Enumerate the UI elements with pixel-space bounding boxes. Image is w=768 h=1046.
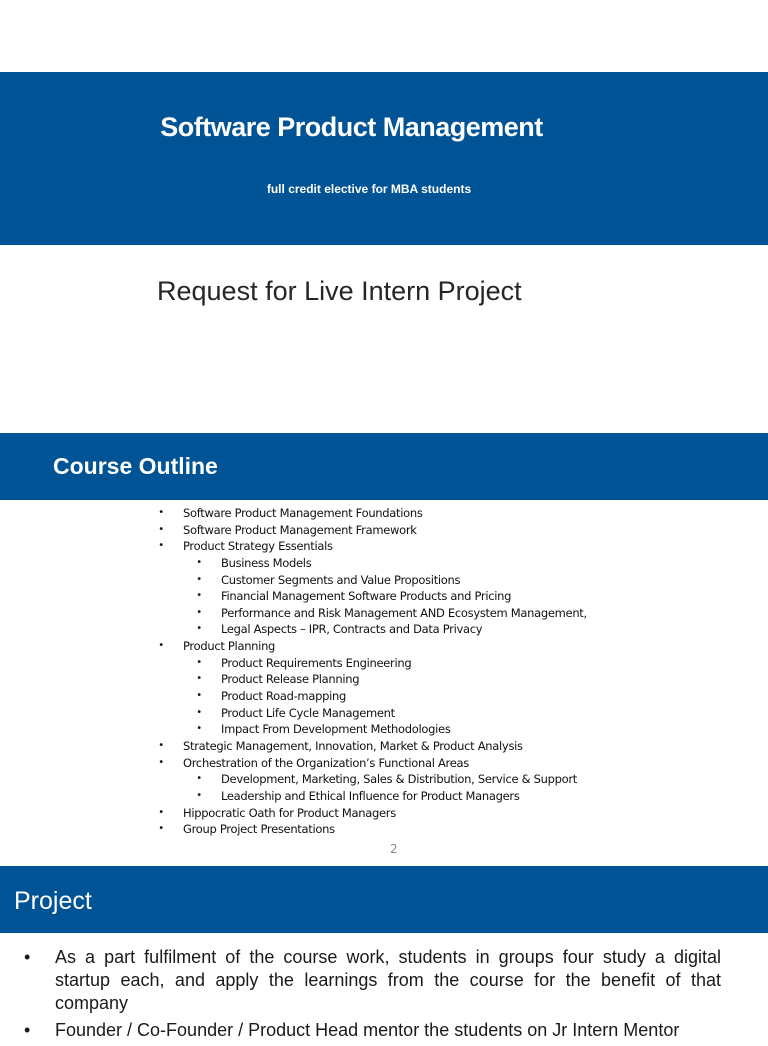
outline-item-text: Product Strategy Essentials — [183, 539, 333, 554]
outline-item — [0, 555, 768, 572]
bullet-icon: • — [196, 690, 202, 702]
bullet-icon: • — [24, 1020, 31, 1040]
course-outline-list — [0, 505, 768, 838]
bullet-icon: • — [158, 507, 164, 518]
request-heading: Request for Live Intern Project — [157, 276, 522, 306]
project-banner — [0, 866, 768, 933]
outline-item-text: Product Life Cycle Management — [221, 705, 395, 720]
outline-item — [0, 605, 768, 622]
outline-item — [0, 788, 768, 805]
bullet-icon: • — [196, 789, 202, 801]
outline-item-text: Strategic Management, Innovation, Market & Product Analysis — [183, 738, 523, 753]
outline-item-text: Orchestration of the Organization’s Functional Areas — [183, 755, 469, 770]
outline-item — [0, 738, 768, 755]
project-bullet-text: As a part fulfilment of the course work, students in groups four study a digital startup each, and apply the learnings from the course for the benefit of that company — [55, 947, 721, 1013]
bullet-icon: • — [196, 590, 202, 602]
bullet-icon: • — [158, 739, 164, 751]
outline-item — [0, 671, 768, 688]
outline-item — [0, 688, 768, 705]
outline-item — [0, 821, 768, 838]
bullet-icon: • — [196, 606, 202, 618]
outline-item — [0, 522, 768, 539]
bullet-icon: • — [158, 823, 164, 835]
outline-item — [0, 771, 768, 788]
outline-item-text: Legal Aspects – IPR, Contracts and Data Privacy — [221, 622, 483, 637]
bullet-icon: • — [158, 806, 164, 818]
bullet-icon: • — [158, 756, 164, 768]
project-bullet-list — [0, 946, 768, 1046]
project-heading: Project — [14, 887, 92, 915]
page-number: 2 — [390, 842, 398, 856]
bullet-icon: • — [196, 573, 202, 585]
outline-item-text: Software Product Management Foundations — [183, 506, 423, 520]
outline-item-text: Software Product Management Framework — [183, 522, 417, 537]
slide-subtitle: full credit elective for MBA students — [266, 182, 472, 196]
outline-item-text: Hippocratic Oath for Product Managers — [183, 805, 396, 820]
bullet-icon: • — [196, 656, 202, 668]
outline-item — [0, 655, 768, 672]
outline-item-text: Group Project Presentations — [183, 822, 335, 837]
bullet-icon: • — [196, 706, 202, 718]
outline-item — [0, 538, 768, 555]
outline-banner — [0, 433, 768, 500]
project-bullet — [0, 946, 768, 1015]
bullet-icon: • — [196, 623, 202, 635]
outline-item-text: Product Planning — [183, 639, 276, 654]
outline-item-text: Development, Marketing, Sales & Distribution, Service & Support — [221, 772, 577, 787]
project-bullet — [0, 1019, 768, 1042]
title-banner — [0, 72, 768, 245]
outline-item-text: Product Requirements Engineering — [221, 655, 412, 670]
bullet-icon: • — [24, 947, 31, 967]
outline-item — [0, 721, 768, 738]
outline-item-text: Customer Segments and Value Propositions — [221, 572, 461, 587]
outline-item — [0, 505, 768, 522]
outline-item — [0, 588, 768, 605]
bullet-icon: • — [158, 540, 164, 552]
outline-item — [0, 755, 768, 772]
bullet-icon: • — [196, 556, 202, 568]
outline-item — [0, 705, 768, 722]
outline-item-text: Leadership and Ethical Influence for Product Managers — [221, 788, 520, 803]
bullet-icon: • — [158, 640, 164, 652]
outline-item-text: Impact From Development Methodologies — [221, 722, 451, 737]
outline-item — [0, 621, 768, 638]
bullet-icon: • — [196, 723, 202, 735]
slide-title: Software Product Management — [160, 112, 543, 142]
outline-item-text: Performance and Risk Management AND Ecosystem Management, — [221, 605, 587, 620]
outline-item-text: Product Release Planning — [221, 672, 360, 687]
outline-heading: Course Outline — [53, 453, 218, 479]
outline-item-text: Product Road-mapping — [221, 689, 346, 704]
outline-item-text: Business Models — [221, 555, 312, 570]
outline-item — [0, 805, 768, 822]
outline-item — [0, 572, 768, 589]
outline-item-text: Financial Management Software Products and Pricing — [221, 589, 512, 604]
bullet-icon: • — [196, 673, 202, 685]
bullet-icon: • — [196, 773, 202, 785]
bullet-icon: • — [158, 523, 164, 535]
outline-item — [0, 638, 768, 655]
project-bullet-text: Founder / Co-Founder / Product Head mentor the students on Jr Intern Mentor — [55, 1020, 680, 1040]
